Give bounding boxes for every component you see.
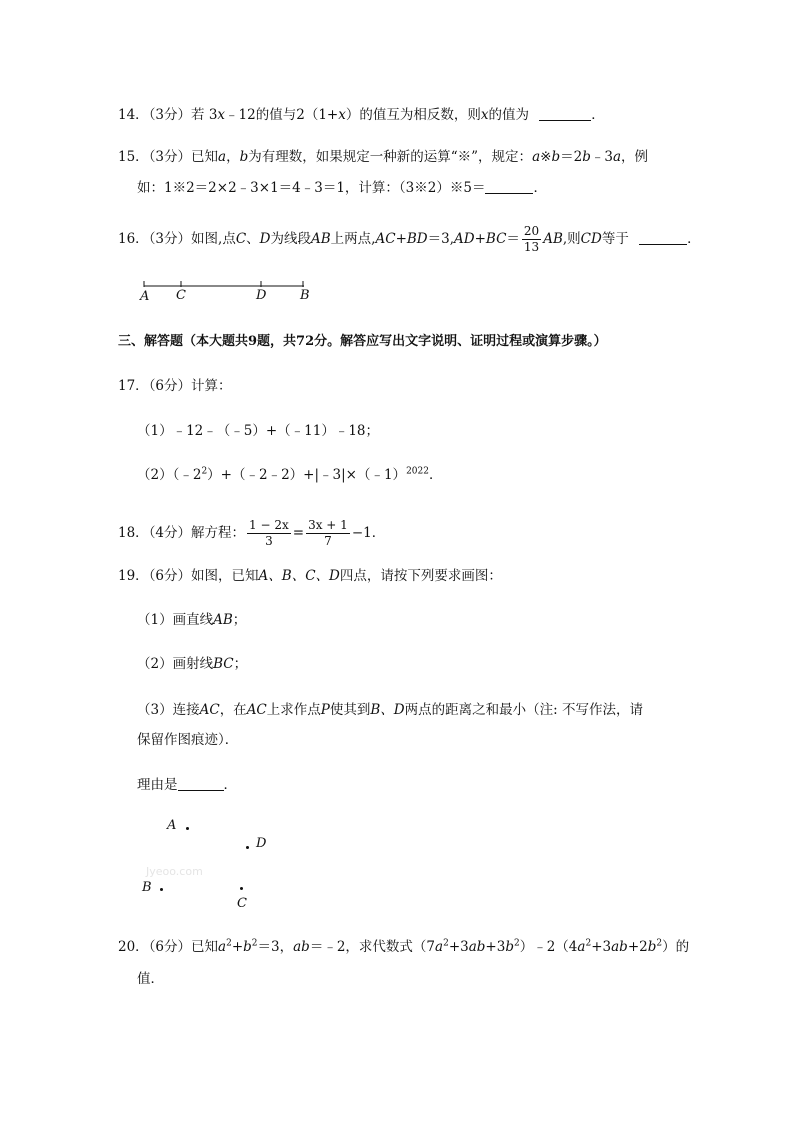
q19-var: AC	[246, 702, 267, 718]
q19-var: B、D	[370, 702, 405, 718]
point-d	[246, 846, 249, 849]
q16-var: AD	[454, 231, 475, 247]
exponent: 2022	[406, 466, 429, 477]
q19-text: ，在	[219, 702, 247, 718]
q16-text: 等于	[601, 231, 629, 247]
q14-text: 若	[191, 107, 205, 123]
q16-expr: ＝3,	[427, 231, 455, 247]
segment-figure	[140, 278, 310, 292]
point-label-d: D	[256, 288, 267, 303]
q17-expr: ）+（﹣2﹣2）+|﹣3|×（﹣1）	[207, 467, 407, 483]
q18-equals: =	[292, 525, 305, 541]
q16-end: ．	[687, 231, 701, 247]
q16-number: 16．	[118, 231, 149, 247]
q18-score: （4分）	[148, 525, 192, 541]
q19-text: 四点，请按下列要求画图：	[339, 568, 502, 584]
q14-var: x	[217, 107, 226, 123]
q16-expr: ＝	[506, 231, 520, 247]
question-16	[118, 224, 701, 255]
q20-expr: +2	[627, 939, 648, 955]
q15-var: b	[551, 149, 561, 165]
question-14	[118, 106, 605, 124]
q19-part-1	[137, 611, 246, 629]
q19-part-2	[137, 655, 247, 673]
q19-text: （2）画射线	[137, 656, 214, 672]
exponent: 2	[226, 938, 232, 949]
q15-text: 已知	[191, 149, 219, 165]
q16-op: +	[474, 231, 486, 247]
q19-text: ；	[233, 656, 248, 672]
q19-text: 如图，已知	[191, 568, 259, 584]
q16-text: 为线段	[270, 231, 311, 247]
q20-expr: ＝﹣2，求代数式（7	[309, 939, 436, 955]
q16-op: +	[395, 231, 407, 247]
q18-fraction-right	[306, 518, 350, 549]
exponent: 2	[443, 938, 449, 949]
q18-expr: −1	[351, 525, 372, 541]
q20-var: a	[435, 939, 444, 955]
q15-var: a	[532, 149, 541, 165]
q20-expr: +3	[448, 939, 469, 955]
q19-var: AC	[199, 702, 220, 718]
q16-text: 、	[246, 231, 260, 247]
q16-var: C	[235, 231, 247, 247]
q19-score: （6分）	[148, 568, 192, 584]
q19-reason-label: 理由是	[137, 777, 178, 793]
question-15	[118, 148, 648, 166]
q20-var: ab	[468, 939, 486, 955]
exponent: 2	[251, 938, 258, 949]
q18-text: 解方程：	[191, 525, 246, 541]
q20-op: +	[231, 939, 244, 955]
q19-part-3	[137, 701, 643, 719]
answer-blank[interactable]	[485, 179, 533, 194]
q16-fraction	[522, 224, 541, 255]
q20-expr: +3	[485, 939, 506, 955]
q15-text: ，例	[621, 149, 648, 165]
q15-op: ※	[540, 149, 552, 165]
q15-text: ，	[226, 149, 240, 165]
q20-text: ）的	[662, 939, 690, 955]
q17-part-1: （1）﹣12﹣（﹣5）+（﹣11）﹣18；	[137, 423, 380, 439]
q15-example: 如：1※2＝2×2﹣3×1＝4﹣3＝1，计算：（3※2）※5＝	[137, 180, 486, 196]
q14-end: ．	[591, 107, 605, 123]
q19-text: 使其到	[329, 702, 371, 718]
q17-part-2	[137, 466, 442, 484]
point-label-a: A	[167, 818, 177, 833]
q17-expr: （2）（﹣2	[137, 467, 202, 483]
q15-number: 15．	[118, 149, 149, 165]
q20-var: b	[243, 939, 252, 955]
q14-expr: 3	[208, 107, 218, 123]
point-label-b: B	[142, 880, 152, 895]
q14-text: 的值与	[255, 107, 297, 123]
answer-blank[interactable]	[539, 106, 591, 121]
q16-var: BD	[406, 231, 428, 247]
q14-score: （3分）	[148, 107, 192, 123]
point-label-a: A	[140, 289, 150, 304]
section-header: 三、解答题（本大题共9题，共72分。解答应写出文字说明、证明过程或演算步骤。）	[118, 334, 607, 349]
q15-score: （3分）	[148, 149, 192, 165]
watermark: Jyeoo.com	[146, 865, 203, 878]
exponent: 2	[585, 938, 592, 949]
question-19	[118, 567, 502, 585]
q19-end: ．	[223, 777, 237, 793]
q19-text: ；	[232, 612, 247, 628]
answer-blank[interactable]	[639, 230, 687, 245]
q20-expr: +3	[591, 939, 612, 955]
q17-number: 17．	[118, 378, 149, 394]
q14-number: 14．	[118, 107, 149, 123]
q15-end: ．	[533, 180, 547, 196]
q18-number: 18．	[118, 525, 149, 541]
q20-var: b	[647, 939, 657, 955]
q15-var: b	[582, 149, 591, 165]
q16-text: 上两点,	[330, 231, 376, 247]
q16-var: CD	[580, 231, 602, 247]
q19-text: （1）画直线	[137, 612, 214, 628]
q16-text: ,则	[562, 231, 581, 247]
q19-text: 上求作点	[266, 702, 321, 718]
fraction-denominator: 3	[265, 534, 273, 548]
q16-score: （3分）	[148, 231, 192, 247]
q19-number: 19．	[118, 568, 149, 584]
q15-text: 为有理数，如果规定一种新的运算“※”，规定：	[248, 149, 533, 165]
q20-text: 已知	[191, 939, 219, 955]
fraction-denominator: 7	[324, 534, 332, 548]
q19-reason	[137, 776, 237, 794]
point-label-c: C	[237, 896, 247, 911]
question-15-line2	[137, 179, 547, 197]
q19-var: BC	[213, 656, 234, 672]
q19-text: （3）连接	[137, 702, 200, 718]
fraction-numerator: 3x + 1	[308, 518, 348, 532]
q18-fraction-left	[247, 518, 291, 549]
q20-var: ab	[293, 939, 310, 955]
q16-var: AB	[311, 231, 331, 247]
exponent: 2	[201, 466, 208, 477]
q18-end: ．	[371, 525, 386, 541]
q16-text: 如图,点	[191, 231, 236, 247]
q17-end: ．	[428, 467, 443, 483]
q17-score: （6分）	[148, 378, 192, 394]
q20-expr: ）﹣2（4	[519, 939, 578, 955]
q19-text: 两点的距离之和最小（注: 不写作法，请	[404, 702, 643, 718]
point-label-c: C	[176, 288, 186, 303]
q14-var: x	[480, 107, 489, 123]
question-18	[118, 518, 385, 549]
q14-expr: ﹣12	[225, 107, 256, 123]
q15-var: b	[239, 149, 249, 165]
q20-var: ab	[611, 939, 628, 955]
q14-var: x	[338, 107, 346, 123]
q14-text: 的值互为相反数，则	[359, 107, 481, 123]
q20-number: 20．	[118, 939, 149, 955]
point-b	[160, 888, 163, 891]
exponent: 2	[513, 938, 520, 949]
q20-var: a	[577, 939, 586, 955]
answer-blank[interactable]	[178, 776, 224, 791]
question-17	[118, 377, 232, 395]
q16-var: D	[259, 231, 271, 247]
q15-expr: ﹣3	[590, 149, 613, 165]
point-c	[240, 887, 243, 890]
fraction-denominator: 13	[523, 240, 540, 254]
q19-part-3-line2: 保留作图痕迹）．	[137, 732, 239, 748]
question-20-line2: 值．	[137, 971, 164, 987]
question-20	[118, 938, 689, 956]
exponent: 2	[656, 938, 663, 949]
q14-text: 的值为	[488, 107, 529, 123]
q16-var: AC	[375, 231, 396, 247]
q16-var: AB	[543, 231, 563, 247]
q15-var: a	[218, 149, 227, 165]
q20-expr: ＝3，	[257, 939, 294, 955]
fraction-numerator: 1 − 2x	[249, 518, 289, 532]
q19-var: AB	[213, 612, 233, 628]
fraction-numerator: 20	[523, 224, 540, 238]
q20-var: a	[218, 939, 227, 955]
q20-score: （6分）	[148, 939, 192, 955]
point-label-b: B	[300, 288, 310, 303]
q20-var: b	[505, 939, 514, 955]
point-a	[186, 827, 189, 830]
q15-var: a	[612, 149, 621, 165]
q15-expr: ＝2	[560, 149, 583, 165]
q16-var: BC	[485, 231, 507, 247]
q14-expr: ）	[345, 107, 360, 123]
q17-text: 计算：	[191, 378, 232, 394]
q19-points: A、B、C、D	[258, 568, 340, 584]
q19-var: P	[320, 702, 330, 718]
q14-expr: 2（1+	[296, 107, 339, 123]
point-label-d: D	[256, 836, 267, 851]
